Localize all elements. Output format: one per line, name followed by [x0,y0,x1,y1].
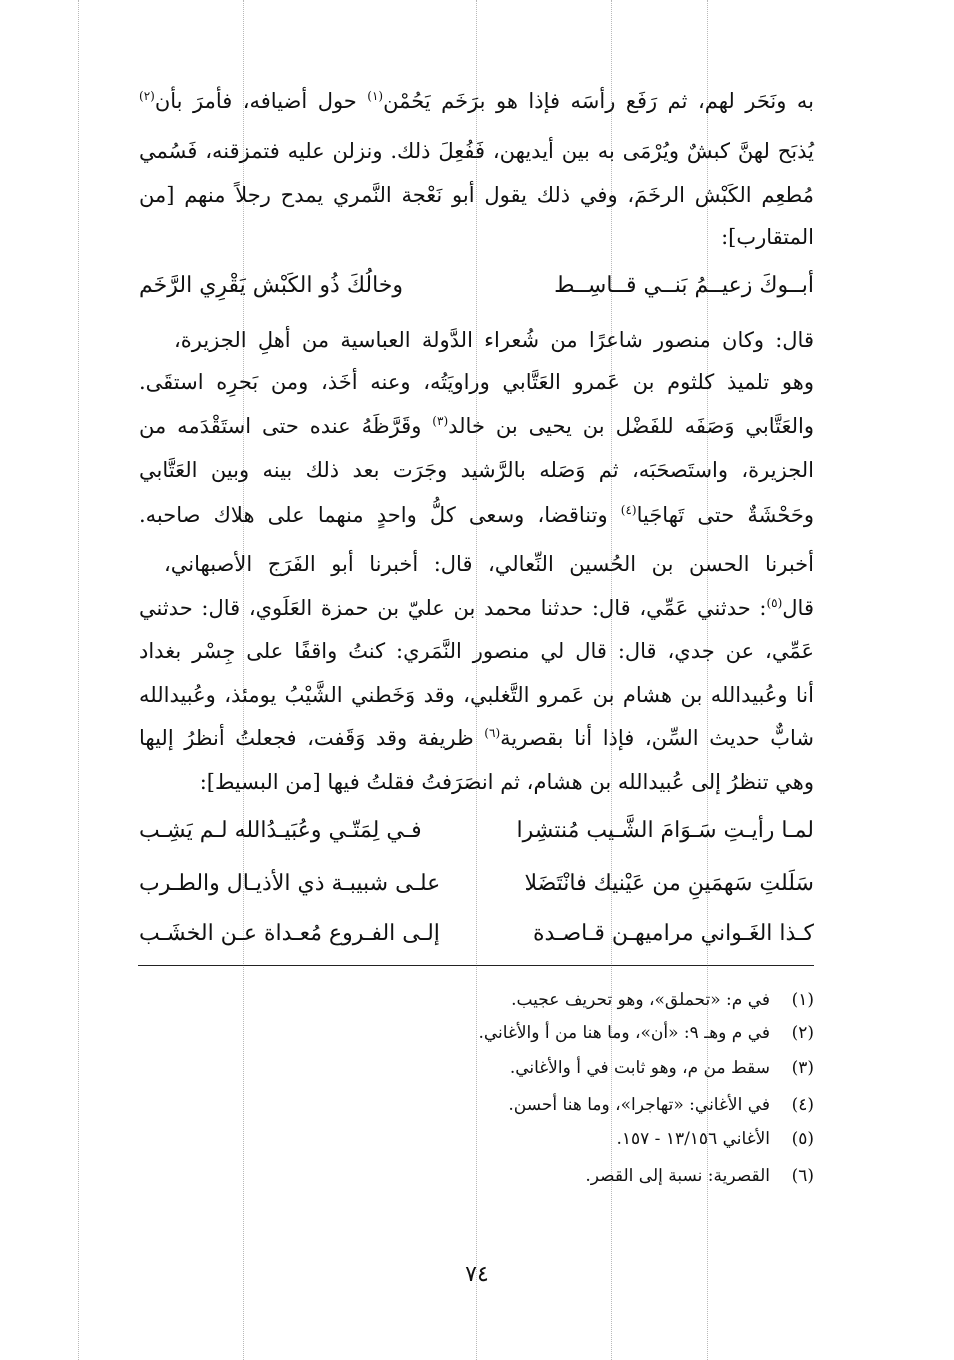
footnote-ref: (١) [367,89,384,103]
footnote-ref: (٦) [484,726,501,740]
footnote-number: (٦) [791,1166,814,1186]
footnote-text: الأغاني ١٣/١٥٦ - ١٥٧. [616,1129,770,1149]
verse-hemistich-first: لمـا رأيـتِ سَـوَامَ الشَّـيب مُنتشِرا [516,818,814,843]
verse-hemistich-first: سَلَلتِ سَهمَينِ من عَيْنيك فانْتَضَلا [524,871,814,896]
footnote [139,1056,814,1080]
footnote-number: (١) [791,990,814,1010]
body-line: أنا وعُبيدالله بن هشام بن عَمرو التَّغلبي، وقد وَخَطني الشَّيْبُ يومئذ، وعُبيدالله [139,683,814,707]
footnote [139,1021,814,1045]
footnote-number: (٢) [791,1023,814,1043]
verse-hemistich-second: وخالُكَ ذُو الكَبْش يَقْرِي الرَّخَم [139,273,404,298]
footnote [139,1164,814,1188]
body-line: قال: وكان منصور شاعرًا من شُعراء الدَّولة العباسية من أهلِ الجزيرة، [174,328,814,352]
footnote-separator [138,965,814,966]
body-line: والعَتَّابي وَصَفَه للفَضْل بن يحيى بن خالد$^{(٣)}$ وقَرَّظَهُ عنده حتى استَقْدَمه من [139,414,814,438]
footnote-ref: (٥) [766,596,783,610]
footnote-text: القصرية: نسبة إلى القصر. [585,1166,770,1186]
body-line: به ونَحَر لهم، ثم رَفَع رأسَه فإذا هو برَخَم يَحُمْن$^{(١)}$ حول أضيافه، فأمرَ بأن$^{(٢)}$ [139,89,815,113]
verse-hemistich-second: فـي لِمَتّـي وعُبَيـدُالله لـم يَشِـب [139,818,422,843]
body-line: الجزيرة، واستَصحَبَه، ثم وَصَله بالرَّشيد وجَرَت بعد ذلك بينه وبين العَتَّابي [139,458,814,482]
page-number: ٧٤ [465,1262,489,1287]
footnote [139,1093,814,1117]
body-line: مُطعِم الكَبْش الرخَمَ، وفي ذلك يقول أبو نَعْجة النَّمري يمدح رجلاً منهم [من [139,183,814,207]
footnote-text: في م وهـ ٩: «أن»، وما هنا من أ والأغاني. [478,1023,770,1043]
body-line: عَمِّي، عن جدي، قال: قال لي منصور النَّمَري: كنتُ واقفًا على جِسْر بغداد [139,639,814,663]
verse-hemistich-second: إلـى الفـروع مُعـداة عـن الخشَـب [139,921,440,946]
footnote-ref: (٢) [139,89,155,103]
footnote-text: سقط من م، وهو ثابت في أ والأغاني. [509,1058,770,1078]
body-line: يُذبَح لهنَّ كبشٌ ويُرْمَى به بين أيديهن، فَفُعِلَ ذلك. ونزلن عليه فتمزقنه، فَسُمي [139,139,814,163]
body-line: وهو تلميذ كلثوم بن عَمرو العَتَّابي وراويَتُه، وعنه أخَذ، ومن بَحرِه استقَى. [139,370,814,394]
footnote-ref: (٤) [620,503,637,517]
body-line: شابٌّ حديث السِّن، فإذا أنا بقصرية$^{(٦)}$ ظريفة وقد وَقَفت، فجعلتُ أنظرُ إليها [139,726,815,750]
footnote [139,988,814,1012]
verse-hemistich-first: أبــوكَ زعيــمُ بَنــي قــاسِــط [554,273,814,298]
footnote-number: (٤) [791,1095,814,1115]
footnote-number: (٥) [791,1129,814,1149]
footnote-ref: (٣) [432,414,449,428]
verse-hemistich-second: علـى شبيبـة ذي الأذيـال والطـرب [139,871,441,896]
body-line: المتقارب]: [721,225,814,249]
body-line: أخبرنا الحسن بن الحُسين النِّعالي، قال: أخبرنا أبو الفَرَج الأصبهاني، [164,552,814,576]
footnote [139,1127,814,1151]
body-line: وهي تنظرُ إلى عُبيدالله بن هشام، ثم انصَرَفتُ فقلتُ فيها [من البسيط]: [199,770,814,794]
scan-guide-line [78,0,79,1360]
body-line: قال$^{(٥)}$: حدثني عَمِّي، قال: حدثنا محمد بن عليّ بن حمزة العَلَوي، قال: حدثني [139,596,814,620]
footnote-text: في الأغاني: «تهاجرا»، وما هنا أحسن. [508,1095,770,1115]
footnote-text: في م: «تحملق»، وهو تحريف عجيب. [511,990,770,1010]
body-line: وحَحْشَةٌ حتى تَهاجَيا$^{(٤)}$ وتناقضا، وسعى كلُّ واحدٍ منهما على هلاك صاحبه. [139,503,814,527]
footnote-number: (٣) [791,1058,814,1078]
verse-hemistich-first: كـذا الغَـواني مراميهـن قـاصـدة [532,921,814,946]
